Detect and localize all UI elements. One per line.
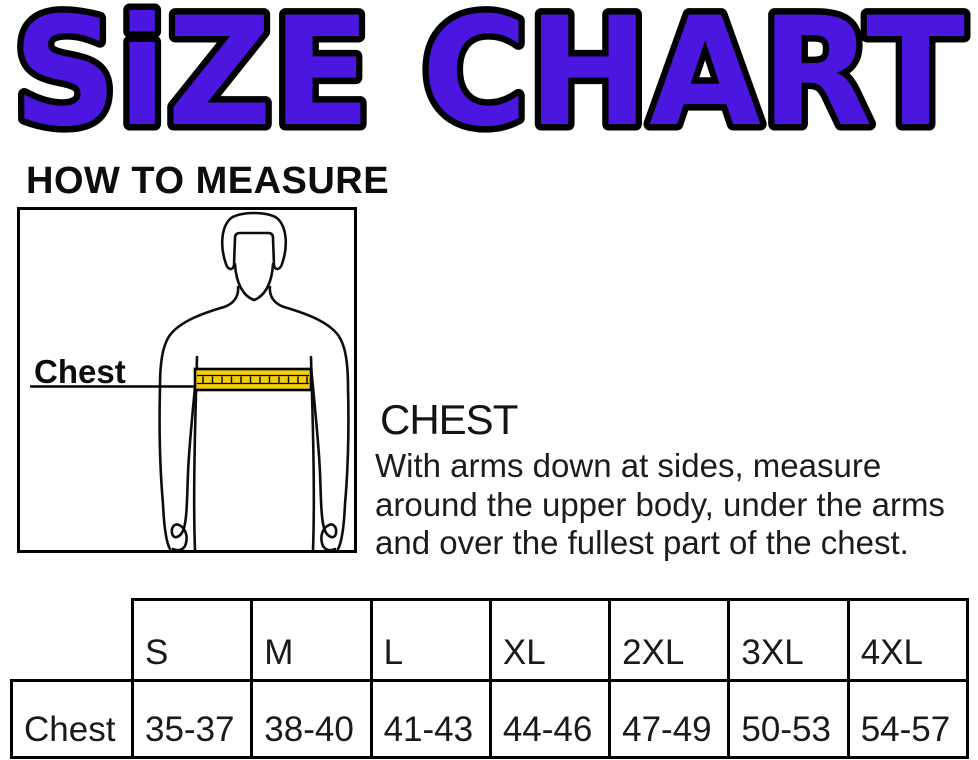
chest-measurements-row [12,681,968,758]
size-header-row [12,600,968,681]
size-chart-title-text: SiZE CHART [13,0,965,152]
instruction-line: around the upper body, under the arms [375,485,945,523]
size-header-m: M [252,600,371,681]
size-table [10,598,969,759]
measurement-diagram [17,207,357,553]
chest-section-heading: CHEST [380,396,518,443]
chest-value-2xl: 47-49 [610,681,729,758]
chest-value-4xl: 54-57 [848,681,967,758]
chest-row-label: Chest [12,681,133,758]
blank-corner-cell [12,600,133,681]
chest-value-xl: 44-46 [490,681,609,758]
size-chart-title [0,0,978,152]
chest-value-m: 38-40 [252,681,371,758]
measuring-tape [195,369,311,390]
chest-value-3xl: 50-53 [729,681,848,758]
size-header-s: S [133,600,252,681]
size-header-xl: XL [490,600,609,681]
instruction-line: With arms down at sides, measure [375,447,882,484]
size-header-l: L [371,600,490,681]
chest-value-l: 41-43 [371,681,490,758]
size-header-3xl: 3XL [729,600,848,681]
size-header-4xl: 4XL [848,600,967,681]
size-header-2xl: 2XL [610,600,729,681]
chest-diagram-label: Chest [34,353,126,390]
how-to-measure-heading: HOW TO MEASURE [26,160,390,202]
chest-value-s: 35-37 [133,681,252,758]
instruction-line: and over the fullest part of the chest. [375,524,909,561]
chest-instructions [375,447,945,563]
